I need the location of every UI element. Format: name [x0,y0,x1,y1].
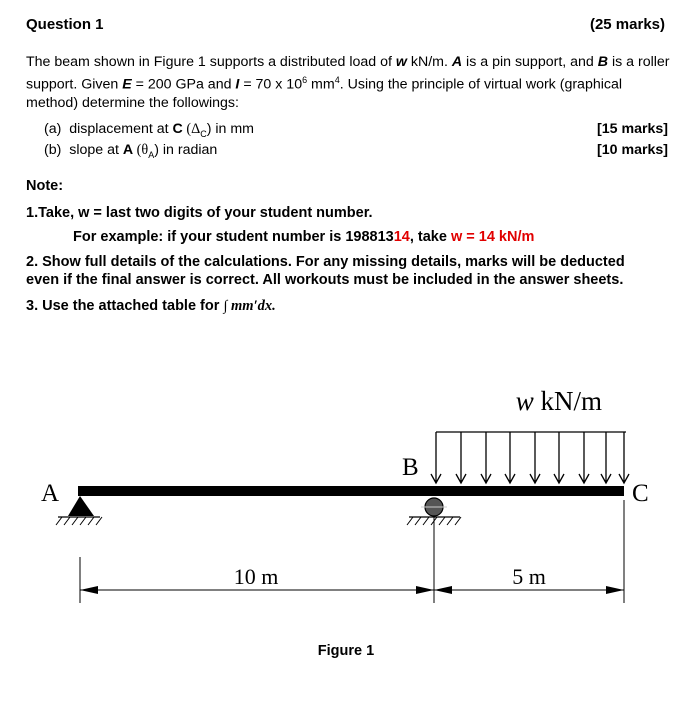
question-title: Question 1 [26,16,104,33]
note-2-line2: even if the final answer is correct. All workouts must be included in the answer sheets. [26,272,624,288]
exponent: 4 [334,75,340,85]
symbol-b: B [597,54,609,70]
part-label: (a) [44,121,62,137]
statement-text: . Using the principle of virtual work (graphical method) determine the followings: [26,76,623,111]
part-text: ) in radian [154,142,218,158]
dimension-10m: 10 m [233,564,279,589]
part-bold: A [122,142,134,158]
example-text: For example: if your student number is 198813 [73,229,394,245]
symbol-a: A [451,54,463,70]
part-text: slope at [69,142,123,158]
statement-text: is a pin support, and [462,54,598,70]
pin-support-a [56,496,102,525]
distributed-load [431,432,629,483]
symbol-i: I [235,76,240,93]
part-text: ) in mm [206,121,254,137]
part-symbol: (Δ [182,121,201,137]
note-2-line1: 2. Show full details of the calculations. For any missing details, marks will be deducted [26,254,625,270]
beam [78,486,624,496]
note-3-text: 3. Use the attached table for [26,298,224,314]
example-digits: 14 [393,229,410,245]
symbol-w: w [395,54,407,70]
part-a-marks: [15 marks] [597,121,668,137]
part-text: displacement at [69,121,173,137]
label-a: A [41,480,60,507]
statement-text: mm [307,76,335,93]
load-arrows [431,432,629,483]
load-label [516,386,602,416]
note-1: 1.Take, w = last two digits of your student number. [26,205,373,221]
part-b-marks: [10 marks] [597,142,668,158]
example-value: w = 14 kN/m [450,229,535,245]
symbol-e: E [122,76,132,93]
exponent: 6 [302,75,308,85]
note-heading: Note: [26,178,64,194]
part-bold: C [172,121,183,137]
dimension-5m: 5 m [512,564,546,589]
label-c: C [632,480,649,507]
part-label: (b) [44,142,62,158]
integral-expression: ∫ mm′dx. [223,298,276,314]
question-marks: (25 marks) [589,16,665,33]
figure-caption: Figure 1 [317,643,375,659]
statement-text: is a roller support. Given [26,54,670,93]
statement-text: = 200 GPa and [131,76,236,93]
statement-text: = 70 x 10 [239,76,303,93]
part-sub: C [200,128,207,139]
part-symbol: (θ [133,142,149,158]
example-text: , take [409,229,451,245]
statement-text: The beam shown in Figure 1 supports a distributed load of [26,54,396,70]
label-b: B [402,454,419,481]
pin-triangle [68,496,94,516]
statement-text: kN/m. [406,54,452,70]
load-label-text: w kN/m [515,386,602,416]
part-sub: A [148,149,155,160]
